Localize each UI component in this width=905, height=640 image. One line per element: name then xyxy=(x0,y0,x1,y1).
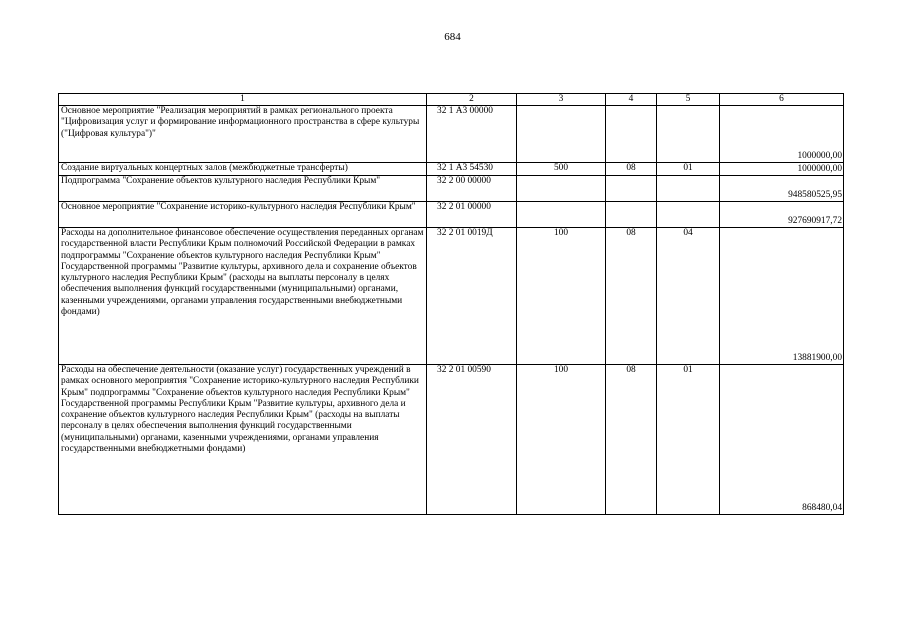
row-pr-cell: 01 xyxy=(657,163,720,176)
row-vr-cell xyxy=(517,202,606,228)
column-header: 2 xyxy=(427,94,517,106)
row-rz-cell xyxy=(606,106,657,163)
page-number: 684 xyxy=(444,31,461,43)
row-name-cell: Создание виртуальных концертных залов (межбюджетные трансферты) xyxy=(59,163,427,176)
row-sum-cell: 948580525,95 xyxy=(720,176,844,202)
row-rz-cell: 08 xyxy=(606,365,657,515)
row-rz-cell xyxy=(606,176,657,202)
row-vr-cell xyxy=(517,106,606,163)
row-pr-cell: 01 xyxy=(657,365,720,515)
row-sum-cell: 1000000,00 xyxy=(720,163,844,176)
row-code-cell: 32 2 01 0019Д xyxy=(427,228,517,365)
row-code-cell: 32 1 А3 00000 xyxy=(427,106,517,163)
row-vr-cell: 500 xyxy=(517,163,606,176)
row-name-cell: Основное мероприятие "Реализация мероприятий в рамках регионального проекта "Цифровизация услуг и формирование информационного пространства в сфере культуры ("Цифровая культура")" xyxy=(59,106,427,163)
row-code-cell: 32 2 01 00000 xyxy=(427,202,517,228)
column-header: 1 xyxy=(59,94,427,106)
row-name-cell: Расходы на обеспечение деятельности (оказание услуг) государственных учреждений в рамках основного мероприятия "Сохранение историко-культурного наследия Республики Крым" подпрограммы "Сохранение объектов культурного наследия Республики Крым" Государственной программы Республики Крым "Развитие культуры, архивного дела и сохранение объектов культурного наследия Республики Крым" (расходы на выплаты персоналу в целях обеспечения выполнения функций государственными (муниципальными) органами, казенными учреждениями, органами управления государственными внебюджетными фондами) xyxy=(59,365,427,515)
row-name-cell: Основное мероприятие "Сохранение историко-культурного наследия Республики Крым" xyxy=(59,202,427,228)
table-row xyxy=(59,228,844,365)
table-row xyxy=(59,202,844,228)
column-header: 3 xyxy=(517,94,606,106)
column-header: 4 xyxy=(606,94,657,106)
row-code-cell: 32 1 А3 54530 xyxy=(427,163,517,176)
row-rz-cell xyxy=(606,202,657,228)
row-name-cell: Подпрограмма "Сохранение объектов культурного наследия Республики Крым" xyxy=(59,176,427,202)
row-vr-cell xyxy=(517,176,606,202)
column-header: 5 xyxy=(657,94,720,106)
table-row xyxy=(59,176,844,202)
table-row xyxy=(59,163,844,176)
table-row xyxy=(59,106,844,163)
row-pr-cell xyxy=(657,176,720,202)
row-vr-cell: 100 xyxy=(517,365,606,515)
row-code-cell: 32 2 00 00000 xyxy=(427,176,517,202)
column-header: 6 xyxy=(720,94,844,106)
table-row xyxy=(59,365,844,515)
row-code-cell: 32 2 01 00590 xyxy=(427,365,517,515)
row-rz-cell: 08 xyxy=(606,163,657,176)
row-pr-cell xyxy=(657,202,720,228)
row-sum-cell: 927690917,72 xyxy=(720,202,844,228)
budget-table xyxy=(58,93,844,515)
row-name-cell: Расходы на дополнительное финансовое обеспечение осуществления переданных органам государственной власти Республики Крым полномочий Российской Федерации в рамках подпрограммы "Сохранение объектов культурного наследия Республики Крым" Государственной программы "Развитие культуры, архивного дела и сохранение объектов культурного наследия Республики Крым" (расходы на выплаты персоналу в целях обеспечения выполнения функций государственными (муниципальными) органами, казенными учреждениями, органами управления государственными внебюджетными фондами) xyxy=(59,228,427,365)
row-rz-cell: 08 xyxy=(606,228,657,365)
row-vr-cell: 100 xyxy=(517,228,606,365)
row-sum-cell: 868480,04 xyxy=(720,365,844,515)
row-pr-cell: 04 xyxy=(657,228,720,365)
table-header-row xyxy=(59,94,844,106)
row-pr-cell xyxy=(657,106,720,163)
row-sum-cell: 1000000,00 xyxy=(720,106,844,163)
row-sum-cell: 13881900,00 xyxy=(720,228,844,365)
